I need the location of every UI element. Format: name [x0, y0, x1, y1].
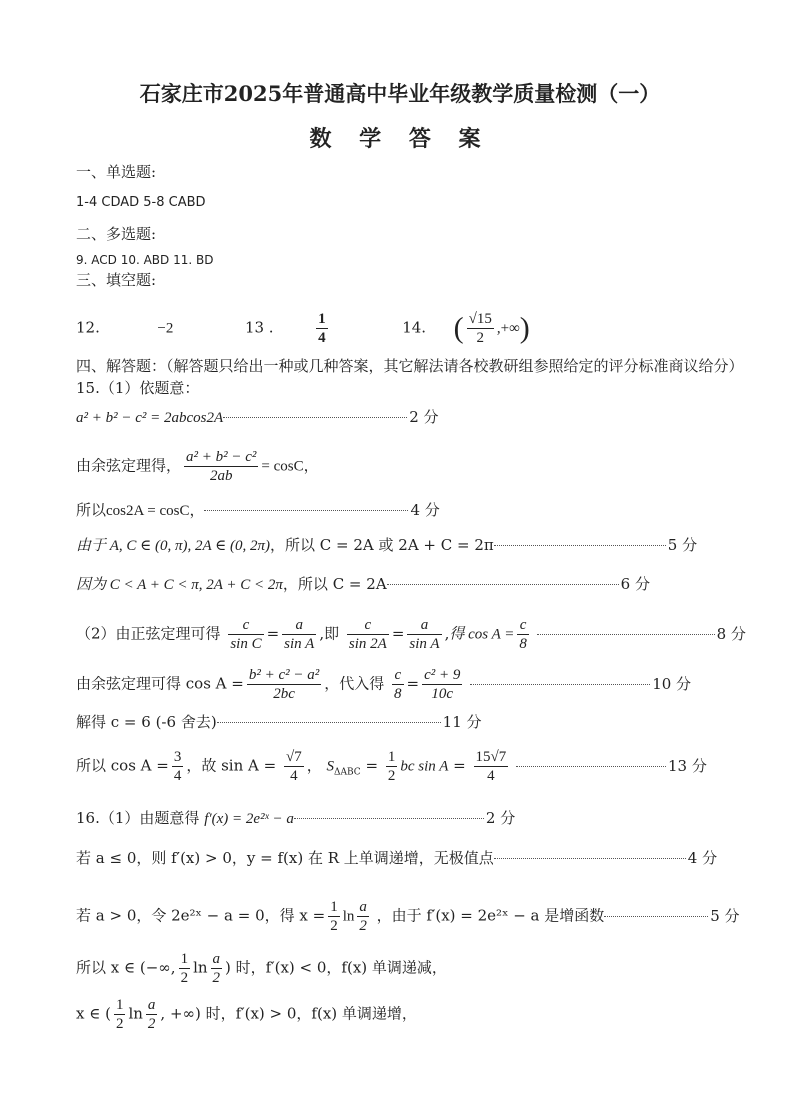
q16-line4: 所以 x ∈ (−∞, $\frac{1}{2}$ ln $\frac{a}{2}$ ) 时，f′(x) < 0，f(x) 单调递减，	[76, 951, 447, 986]
q16-line1: 16.（1）由题意得 f′(x) = 2e²ˣ − a 2 分	[76, 809, 516, 827]
q14-label: 14.	[402, 318, 427, 337]
q15-line1: a² + b² − c² = 2abcos2A 2 分	[76, 408, 439, 426]
q15-part2-line: （2）由正弦定理可得 $\frac{c}{\text{sin C}}$ = $\frac{a}{\text{sin A}}$ ,即 $\frac{c}{\sin 2A}$ = $\frac{a}{\text{sin A}}$ ,得 cos A = $\frac{c}{8}$ 8 分	[76, 617, 746, 652]
q14-answer-tail: ,+∞	[496, 320, 520, 337]
q15-line3: 所以cos2A = cosC， 4 分	[76, 501, 440, 519]
section-single-heading: 一、单选题:	[76, 163, 157, 181]
q15-line4: 由于 A, C ∈ (0, π), 2A ∈ (0, 2π)，所以 C = 2A 或 2A + C = 2π 5 分	[76, 536, 698, 554]
multi-answers: 9. ACD 10. ABD 11. BD	[76, 253, 214, 267]
section-fill-heading: 三、填空题:	[76, 271, 157, 289]
q15-line8: 解得 c = 6 (-6 舍去) 11 分	[76, 713, 482, 731]
single-answers: 1-4 CDAD 5-8 CABD	[76, 195, 206, 210]
q14-answer-fraction: $\frac{√15}{2}$	[468, 311, 492, 346]
q13-answer: $\frac{1}{4}$	[318, 311, 326, 346]
q16-line3: 若 a > 0，令 2e²ˣ − a = 0，得 x = $\frac{1}{2}$ ln $\frac{a}{2}$ ，由于 f′(x) = 2e²ˣ − a 是增函数 5 分	[76, 899, 740, 934]
q13-label: 13 .	[244, 318, 274, 337]
doc-title: 石家庄市2025年普通高中毕业年级教学质量检测（一）	[139, 81, 661, 106]
q15-line7: 由余弦定理可得 cos A = $\frac{\text{b² + c² − a²}}{2bc}$ ，代入得 $\frac{c}{8}$ = $\frac{\text{c² + 9}}{10c}$ 10 分	[76, 667, 692, 702]
q15-line2: 由余弦定理得， $\frac{\text{a² + b² − c²}}{2ab}$ = cosC，	[76, 449, 319, 484]
q15-intro: 15.（1）依题意：	[76, 379, 200, 397]
q16-line5: x ∈ ( $\frac{1}{2}$ ln $\frac{a}{2}$ , +∞) 时，f′(x) > 0，f(x) 单调递增，	[76, 997, 417, 1032]
q12-label: 12.	[76, 318, 100, 337]
q16-line2: 若 a ≤ 0，则 f′(x) > 0，y = f(x) 在 R 上单调递增，无极值点 4 分	[76, 849, 718, 867]
q12-answer: −2	[157, 320, 174, 337]
section-multi-heading: 二、多选题:	[76, 225, 157, 243]
doc-subtitle: 数 学 答 案	[309, 126, 491, 152]
q15-line5: 因为 C < A + C < π, 2A + C < 2π，所以 C = 2A 6 分	[76, 575, 650, 593]
fill-answers-row: 12. −2 13 . $\frac{1}{4}$ 14. ( $\frac{√15}{2}$ ,+∞)	[76, 311, 530, 346]
q15-line9: 所以 cos A = $\frac{3}{4}$ ，故 sin A = $\frac{√7}{4}$ ， $S_{\Delta ABC}$ = $\frac{1}{2}$ bc sin A = $\frac{15√7}{4}$ 13 分	[76, 749, 707, 784]
section-solve-heading: 四、解答题：（解答题只给出一种或几种答案，其它解法请各校教研组参照给定的评分标准商议给分）	[76, 357, 744, 375]
